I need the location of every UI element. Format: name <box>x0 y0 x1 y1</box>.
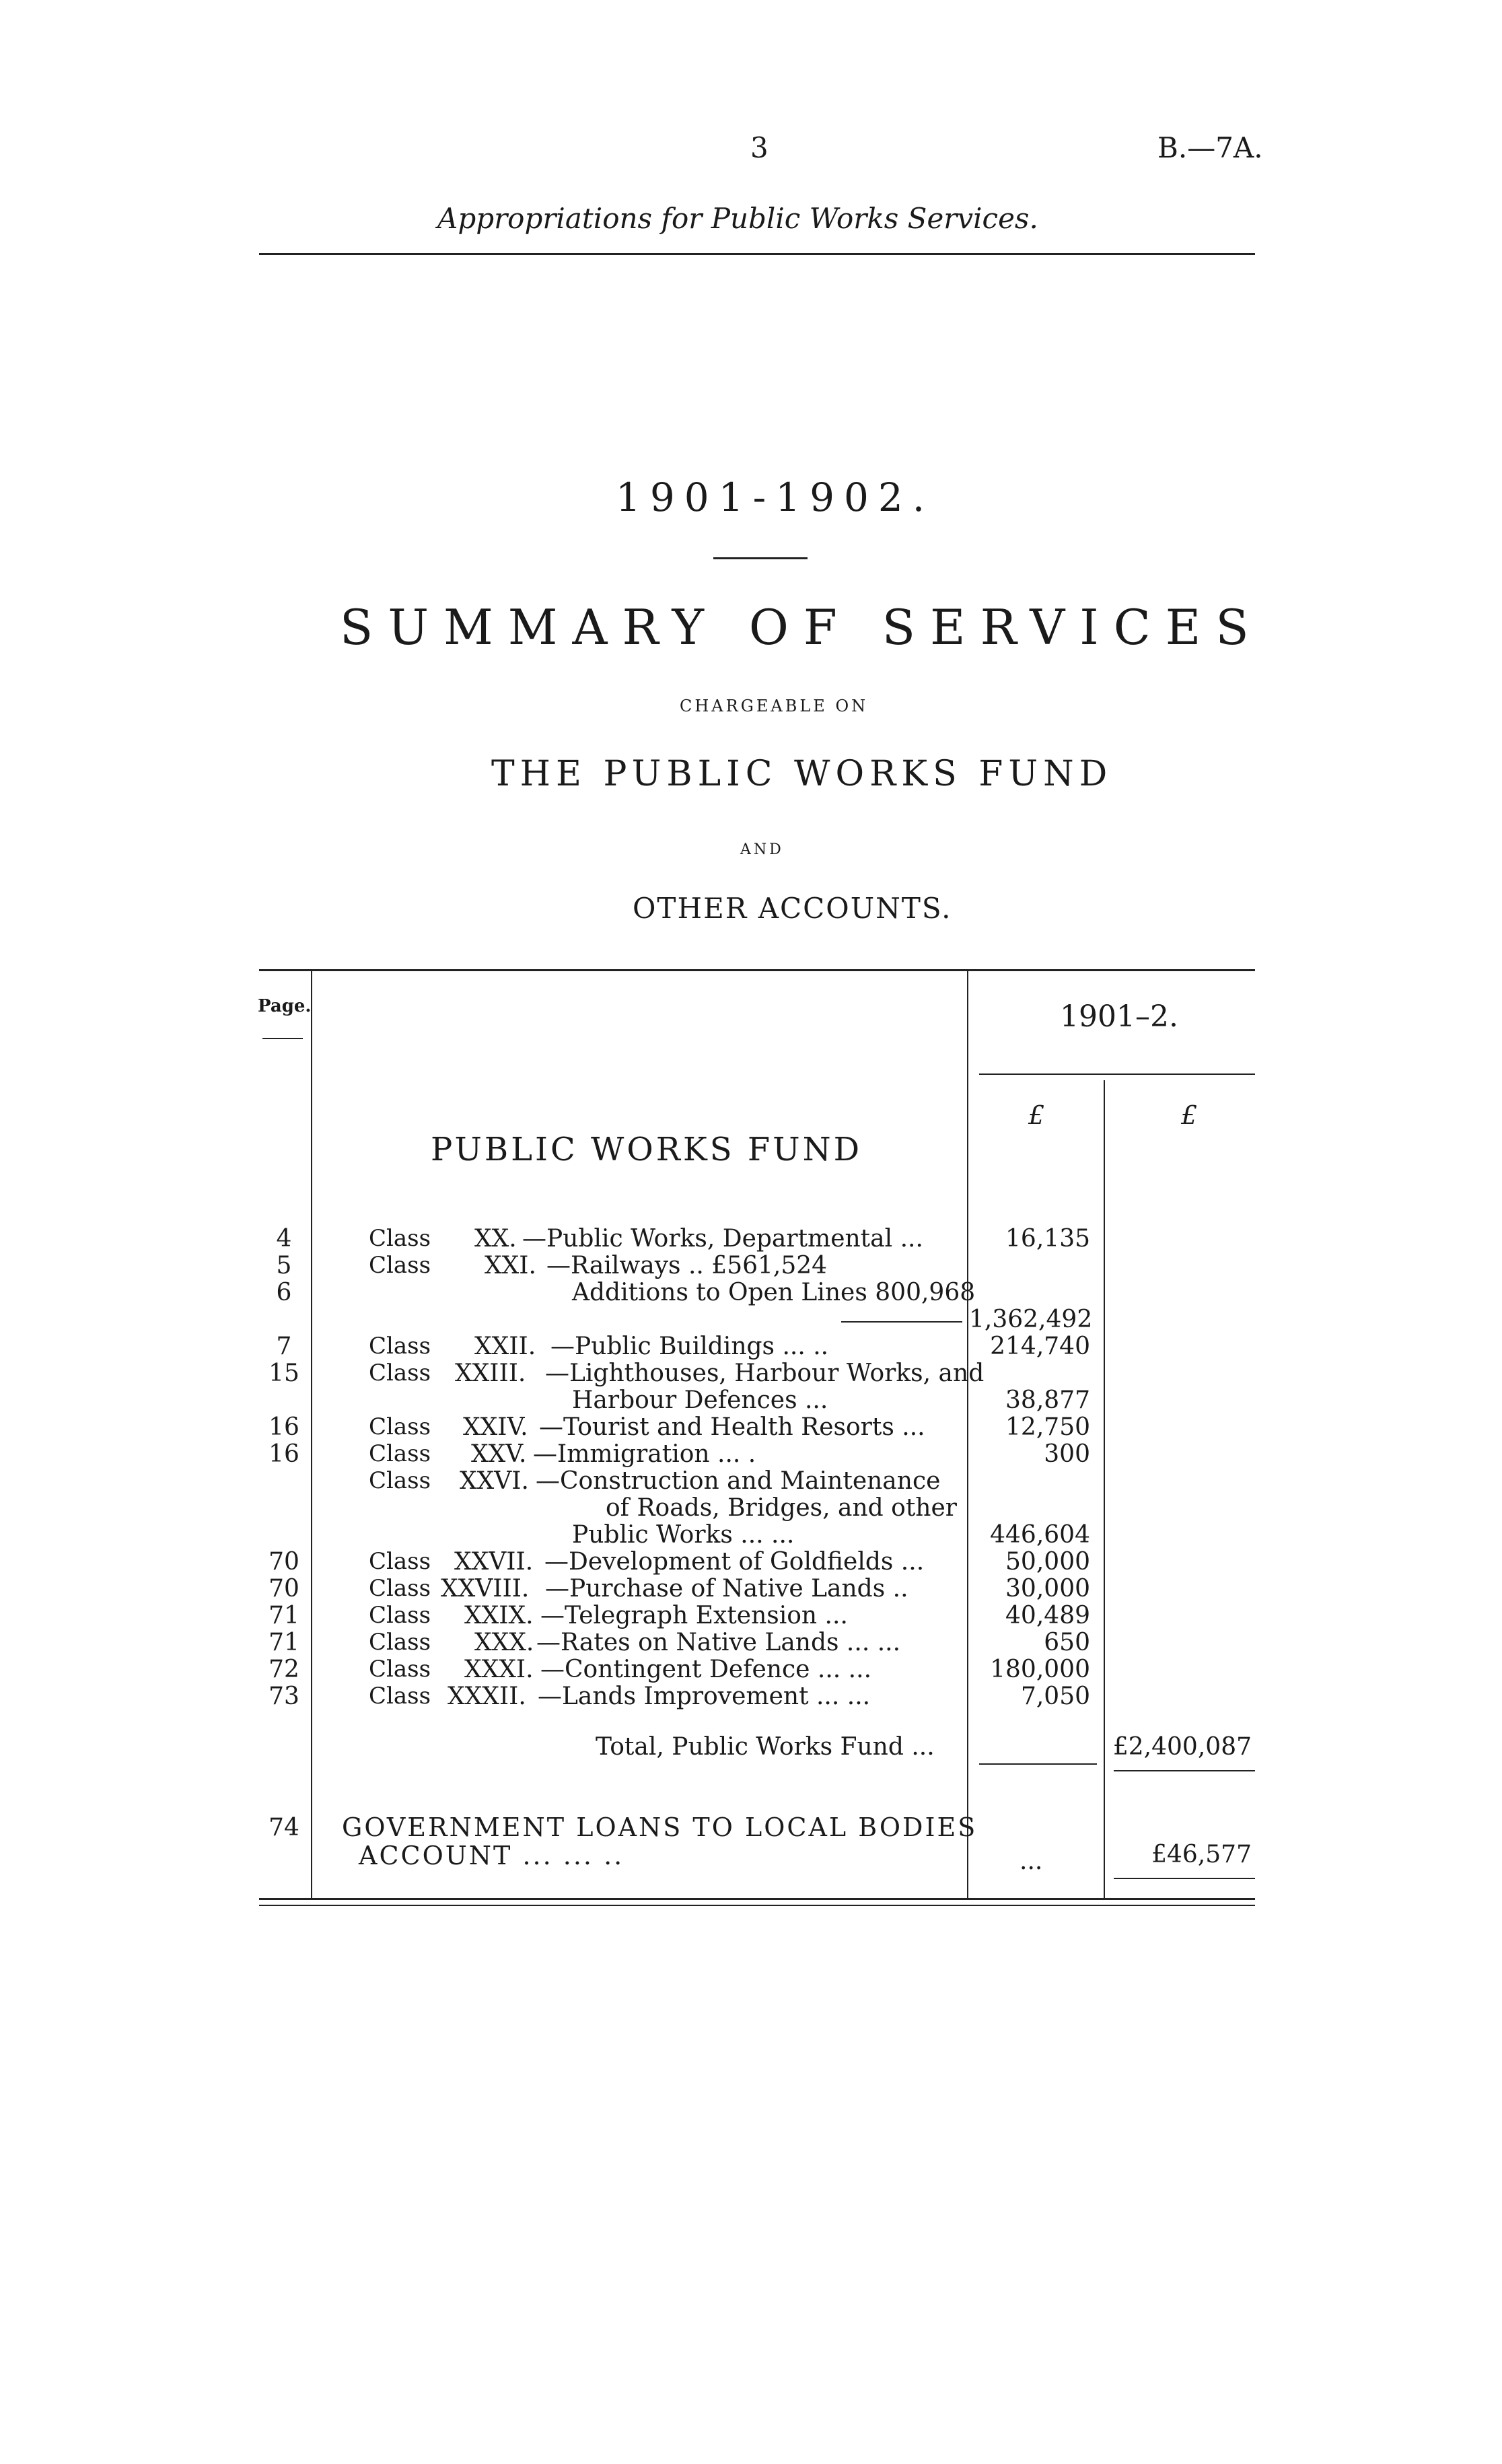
row-page: 6 <box>276 1279 292 1306</box>
row-amount: 40,489 <box>1005 1602 1090 1629</box>
row-page: 16 <box>269 1413 299 1441</box>
row-description: —Tourist and Health Resorts ... <box>539 1413 925 1441</box>
row-description: —Railways .. £561,524 <box>546 1252 828 1279</box>
gov-line-2: ACCOUNT ... ... .. <box>359 1841 624 1870</box>
row-amount: 30,000 <box>1005 1575 1090 1603</box>
row-class-number: XXVII. <box>454 1548 534 1576</box>
total-left-rule <box>979 1763 1097 1765</box>
total-label: Total, Public Works Fund ... <box>596 1733 935 1761</box>
row-description: —Public Buildings ... .. <box>550 1333 829 1360</box>
row-amount: 446,604 <box>990 1521 1090 1549</box>
main-title: SUMMARY OF SERVICES <box>340 599 1264 656</box>
row-class-label: Class <box>369 1656 431 1683</box>
gov-page: 74 <box>269 1814 299 1841</box>
row-class-number: XXVIII. <box>441 1575 530 1603</box>
row-class-number: XXXI. <box>464 1656 534 1683</box>
page-header-dash <box>262 1038 303 1039</box>
total-amount: £2,400,087 <box>1112 1733 1252 1761</box>
year-column-header: 1901–2. <box>1060 999 1178 1034</box>
row-description: —Purchase of Native Lands .. <box>545 1575 908 1603</box>
row-class-label: Class <box>369 1602 431 1629</box>
railway-subtotal-rule <box>841 1321 962 1323</box>
row-class-number: XXI. <box>485 1252 536 1279</box>
row-description: —Development of Goldfields ... <box>544 1548 925 1576</box>
row-class-number: XXIII. <box>455 1360 526 1387</box>
row-class-label: Class <box>369 1548 431 1575</box>
row-class-label: Class <box>369 1683 431 1710</box>
row-page: 4 <box>276 1225 292 1253</box>
other-accounts-title: OTHER ACCOUNTS. <box>633 892 952 925</box>
row-amount: 300 <box>1044 1440 1090 1468</box>
row-class-number: XXVI. <box>460 1467 529 1495</box>
row-description: —Public Works, Departmental ... <box>522 1225 923 1253</box>
row-description: Public Works ... ... <box>572 1521 795 1549</box>
row-class-label: Class <box>369 1360 431 1386</box>
row-page: 71 <box>269 1629 299 1656</box>
page-column-divider <box>311 969 312 1898</box>
row-class-number: XXXII. <box>448 1683 526 1710</box>
row-description: —Lands Improvement ... ... <box>538 1683 871 1710</box>
chargeable-on-label: CHARGEABLE ON <box>680 697 869 715</box>
and-label: AND <box>740 841 784 858</box>
row-description: Additions to Open Lines 800,968 <box>572 1279 976 1306</box>
row-page: 71 <box>269 1602 299 1629</box>
page-column-header: Page. <box>258 996 312 1016</box>
gov-line-1: GOVERNMENT LOANS TO LOCAL BODIES <box>342 1812 978 1842</box>
fund-title: THE PUBLIC WORKS FUND <box>491 754 1113 794</box>
row-amount: 214,740 <box>990 1333 1090 1360</box>
row-class-number: XXIX. <box>464 1602 534 1629</box>
row-amount: 12,750 <box>1005 1413 1090 1441</box>
row-amount: 180,000 <box>990 1656 1090 1683</box>
row-amount: 650 <box>1044 1629 1090 1656</box>
row-description: —Lighthouses, Harbour Works, and <box>545 1360 985 1387</box>
row-description: —Construction and Maintenance <box>536 1467 941 1495</box>
row-page: 70 <box>269 1548 299 1576</box>
year-underline <box>979 1073 1255 1075</box>
document-reference: B.—7A. <box>1157 131 1263 164</box>
row-class-number: XXX. <box>474 1629 534 1656</box>
currency-symbol-1: £ <box>1028 1100 1045 1130</box>
row-class-number: XX. <box>474 1225 517 1253</box>
row-page: 73 <box>269 1683 299 1710</box>
row-description: —Rates on Native Lands ... ... <box>536 1629 901 1656</box>
title-short-rule <box>713 557 808 559</box>
row-description: —Telegraph Extension ... <box>540 1602 848 1629</box>
row-class-number: XXIV. <box>463 1413 528 1441</box>
row-page: 15 <box>269 1360 299 1387</box>
row-class-number: XXII. <box>474 1333 536 1360</box>
row-amount: 50,000 <box>1005 1548 1090 1576</box>
row-class-label: Class <box>369 1575 431 1602</box>
page-number: 3 <box>750 131 768 164</box>
table-top-rule <box>259 969 1255 971</box>
row-class-number: XXV. <box>471 1440 527 1468</box>
row-class-label: Class <box>369 1225 431 1252</box>
header-rule <box>259 253 1255 255</box>
year-heading: 1901-1902. <box>616 474 935 520</box>
row-class-label: Class <box>369 1413 431 1440</box>
row-page: 5 <box>276 1252 292 1279</box>
row-page: 7 <box>276 1333 292 1360</box>
gov-amount-underline <box>1114 1878 1255 1879</box>
row-class-label: Class <box>369 1440 431 1467</box>
subcolumn-divider <box>1104 1080 1105 1898</box>
row-description: —Immigration ... . <box>533 1440 756 1468</box>
row-page: 72 <box>269 1656 299 1683</box>
gov-mid-dots: ... <box>1020 1847 1043 1875</box>
table-bottom-rule-2 <box>259 1905 1255 1906</box>
currency-symbol-2: £ <box>1181 1100 1198 1130</box>
table-bottom-rule-1 <box>259 1898 1255 1900</box>
amount-column-divider <box>967 969 968 1898</box>
section-title: PUBLIC WORKS FUND <box>431 1131 863 1168</box>
row-class-label: Class <box>369 1629 431 1656</box>
total-right-rule <box>1114 1770 1255 1771</box>
row-amount: 7,050 <box>1020 1683 1090 1710</box>
row-page: 16 <box>269 1440 299 1468</box>
row-class-label: Class <box>369 1252 431 1279</box>
row-class-label: Class <box>369 1333 431 1360</box>
row-amount: 1,362,492 <box>969 1306 1093 1333</box>
row-amount: 16,135 <box>1005 1225 1090 1253</box>
gov-amount: £46,577 <box>1151 1841 1252 1868</box>
row-description: —Contingent Defence ... ... <box>540 1656 872 1683</box>
running-title: Appropriations for Public Works Services. <box>437 202 1038 235</box>
row-class-label: Class <box>369 1467 431 1494</box>
row-page: 70 <box>269 1575 299 1603</box>
row-description: of Roads, Bridges, and other <box>606 1494 957 1522</box>
row-description: Harbour Defences ... <box>572 1386 828 1414</box>
row-amount: 38,877 <box>1005 1386 1090 1414</box>
